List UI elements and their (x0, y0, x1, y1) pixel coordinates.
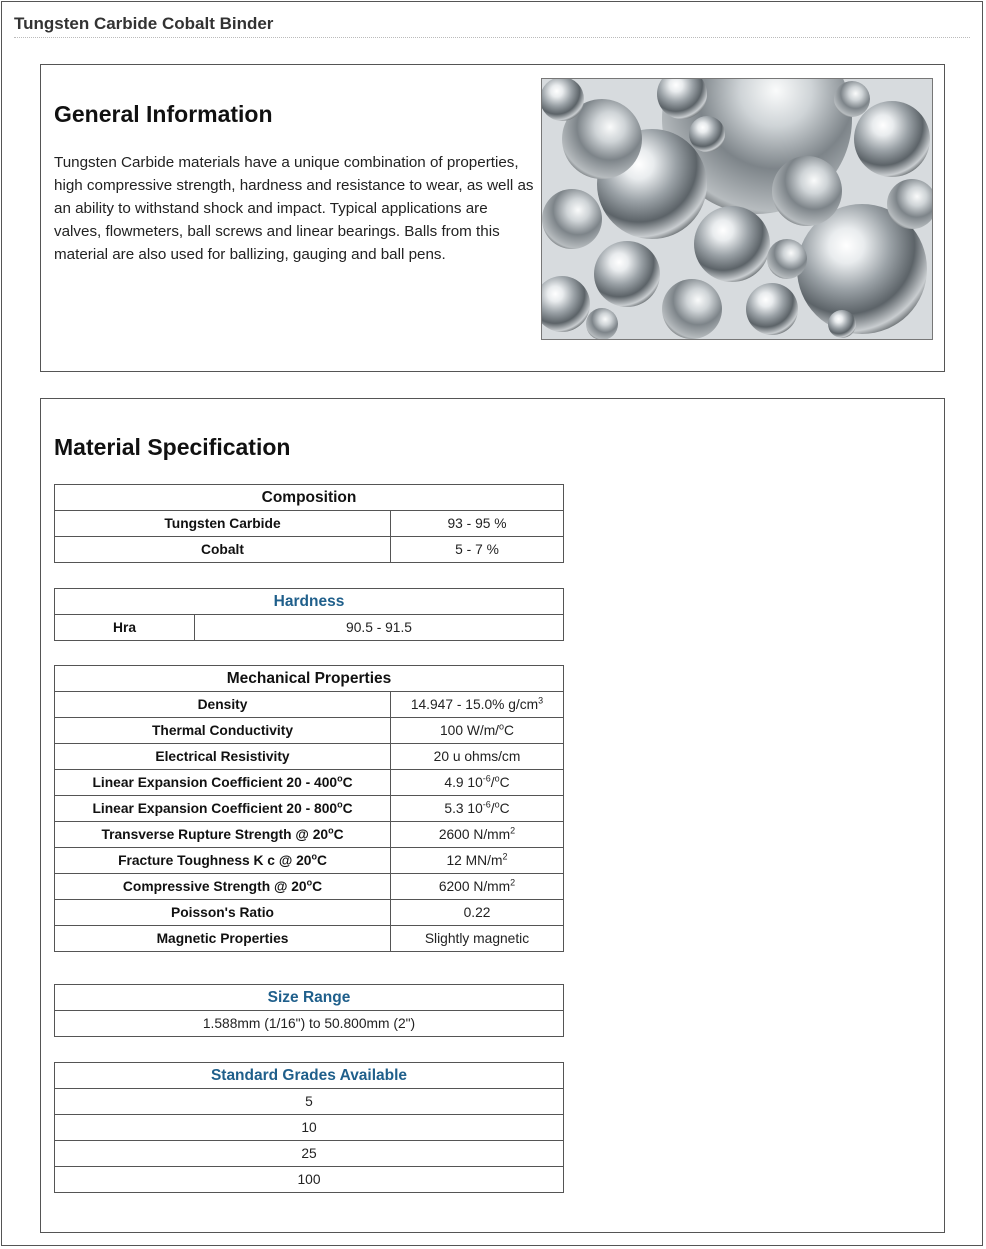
composition-value: 93 - 95 % (391, 511, 564, 537)
size-range-value: 1.588mm (1/16") to 50.800mm (2") (55, 1011, 564, 1037)
general-information-panel (40, 64, 945, 372)
grade-value: 5 (55, 1089, 564, 1115)
property-value: 4.9 $10^{-6}/^oC$ (391, 770, 564, 796)
material-specification-panel (40, 398, 945, 1233)
table-row (55, 770, 564, 796)
hardness-header: Hardness (55, 589, 564, 615)
table-row (55, 692, 564, 718)
property-value: 20 u ohms/cm (391, 744, 564, 770)
property-label: Density (55, 692, 391, 718)
property-value: 5.3 $10^{-6}/^oC$ (391, 796, 564, 822)
table-row (55, 1167, 564, 1193)
grade-value: 25 (55, 1141, 564, 1167)
table-row (55, 1089, 564, 1115)
table-row (55, 874, 564, 900)
mechanical-properties-table (54, 665, 564, 952)
table-row (55, 796, 564, 822)
property-value: 6200 $N/mm^2$ (391, 874, 564, 900)
table-row (55, 537, 564, 563)
hardness-label: Hra (55, 615, 195, 641)
table-row (55, 848, 564, 874)
property-value: 12 $MN/m^2$ (391, 848, 564, 874)
standard-grades-header: Standard Grades Available (55, 1063, 564, 1089)
property-label: Linear Expansion Coefficient 20 - 400$^o$C (55, 770, 391, 796)
table-row (55, 1115, 564, 1141)
size-range-header: Size Range (55, 985, 564, 1011)
general-information-heading: General Information (54, 101, 273, 127)
standard-grades-table (54, 1062, 564, 1193)
property-label: Transverse Rupture Strength @ 20$^o$C (55, 822, 391, 848)
property-label: Fracture Toughness K c @ 20$^o$C (55, 848, 391, 874)
property-label: Poisson's Ratio (55, 900, 391, 926)
property-value: Slightly magnetic (391, 926, 564, 952)
composition-table (54, 484, 564, 563)
grade-value: 10 (55, 1115, 564, 1141)
property-label: Magnetic Properties (55, 926, 391, 952)
table-row (55, 718, 564, 744)
carbide-balls-photo (541, 78, 933, 340)
property-value: 0.22 (391, 900, 564, 926)
title-divider (14, 37, 970, 38)
property-label: Compressive Strength @ 20$^o$C (55, 874, 391, 900)
property-value: 100 W/m/$^o$C (391, 718, 564, 744)
page-title: Tungsten Carbide Cobalt Binder (14, 14, 274, 33)
table-row (55, 926, 564, 952)
mechanical-properties-header: Mechanical Properties (55, 666, 564, 692)
material-specification-heading: Material Specification (54, 434, 291, 460)
property-label: Electrical Resistivity (55, 744, 391, 770)
property-value: 14.947 - 15.0% $g/cm^3$ (391, 692, 564, 718)
grade-value: 100 (55, 1167, 564, 1193)
table-row (55, 615, 564, 641)
carbide-balls-image (542, 79, 932, 339)
composition-label: Tungsten Carbide (55, 511, 391, 537)
table-row (55, 900, 564, 926)
table-row (55, 1011, 564, 1037)
property-label: Thermal Conductivity (55, 718, 391, 744)
composition-label: Cobalt (55, 537, 391, 563)
table-row (55, 511, 564, 537)
hardness-table (54, 588, 564, 641)
hardness-value: 90.5 - 91.5 (195, 615, 564, 641)
size-range-table (54, 984, 564, 1037)
table-row (55, 744, 564, 770)
general-information-text: Tungsten Carbide materials have a unique combination of properties, high compressive strength, hardness and resistance to wear, as well as an ability to withstand shock and impact. Typical applications are valves, flowmeters, ball screws and linear bearings. Balls from this material are also used for ballizing, gauging and ball pens. (54, 154, 534, 263)
table-row (55, 1141, 564, 1167)
property-value: 2600 $N/mm^2$ (391, 822, 564, 848)
composition-value: 5 - 7 % (391, 537, 564, 563)
table-row (55, 822, 564, 848)
property-label: Linear Expansion Coefficient 20 - 800$^o$C (55, 796, 391, 822)
composition-header: Composition (55, 485, 564, 511)
